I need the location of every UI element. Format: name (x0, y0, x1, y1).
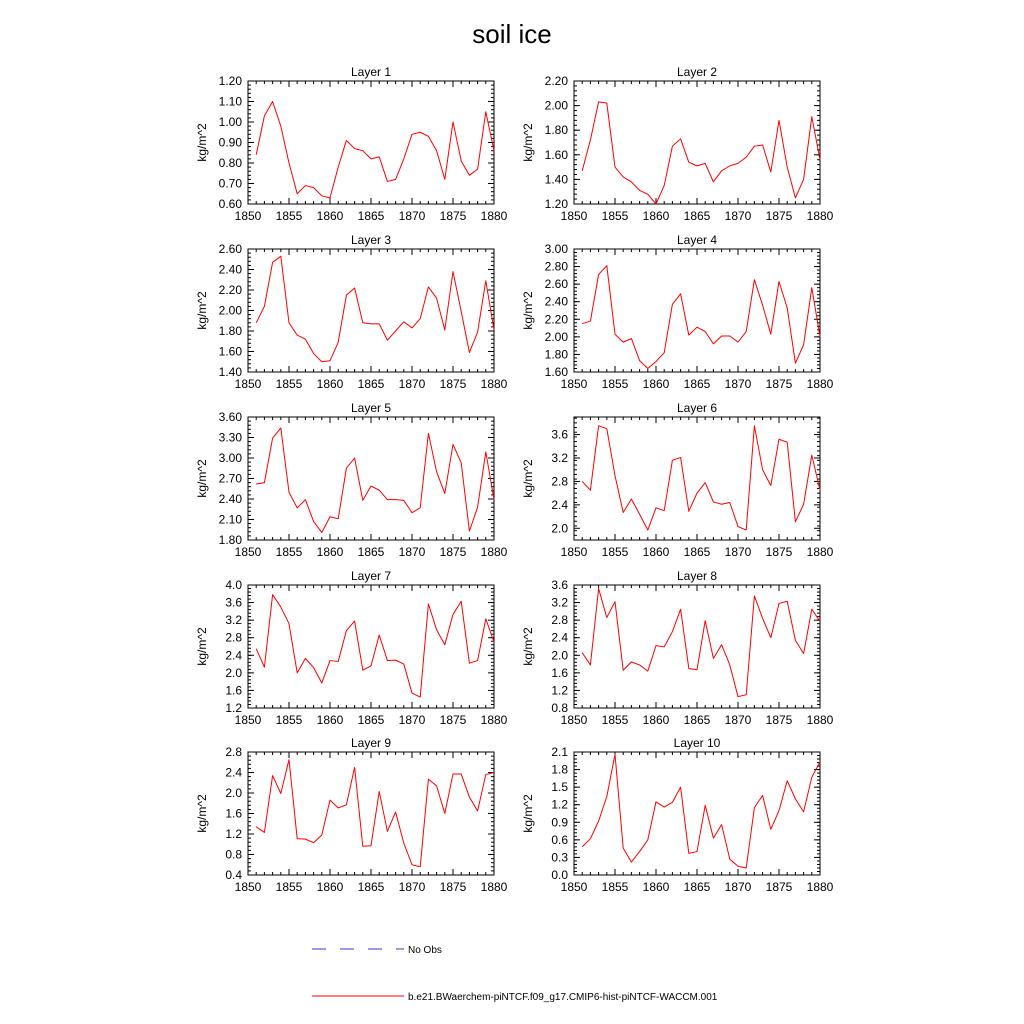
panel-title: Layer 1 (350, 65, 392, 79)
x-tick-label: 1870 (398, 880, 426, 894)
y-tick-label: 1.10 (218, 94, 242, 109)
x-tick-label: 1875 (439, 209, 467, 223)
x-tick-label: 1870 (724, 713, 752, 727)
chart-panel-layer-9 (195, 736, 508, 894)
x-tick-label: 1880 (806, 209, 834, 223)
plot-frame (574, 417, 820, 540)
x-tick-label: 1860 (642, 545, 670, 559)
y-tick-label: 0.8 (551, 701, 568, 715)
x-tick-label: 1875 (439, 713, 467, 727)
x-tick-label: 1880 (480, 880, 508, 894)
legend (312, 945, 718, 1003)
y-tick-label: 1.80 (544, 347, 568, 362)
y-tick-label: 1.60 (218, 344, 242, 359)
y-tick-label: 0.3 (551, 850, 568, 865)
y-tick-label: 0.70 (218, 176, 242, 191)
y-tick-label: 1.60 (544, 147, 568, 162)
x-tick-label: 1865 (357, 880, 385, 894)
y-tick-label: 1.6 (225, 683, 242, 698)
y-tick-label: 2.40 (544, 294, 568, 309)
series-line-model (582, 102, 820, 204)
x-tick-label: 1865 (683, 209, 711, 223)
y-tick-label: 3.30 (218, 430, 242, 445)
y-axis-label: kg/m^2 (195, 123, 209, 162)
x-tick-label: 1855 (601, 545, 629, 559)
chart-panel-layer-10 (521, 736, 834, 894)
y-tick-label: 2.60 (218, 242, 242, 256)
y-tick-label: 2.20 (218, 283, 242, 297)
panel-title: Layer 9 (350, 736, 392, 750)
y-tick-label: 2.8 (551, 613, 568, 628)
x-tick-label: 1855 (601, 209, 629, 223)
y-tick-label: 2.4 (551, 630, 568, 645)
y-tick-label: 3.00 (544, 242, 568, 256)
x-tick-label: 1850 (234, 713, 262, 727)
y-tick-label: 1.40 (218, 365, 242, 379)
x-tick-label: 1870 (398, 377, 426, 391)
y-axis-label: kg/m^2 (521, 459, 535, 498)
x-tick-label: 1865 (683, 713, 711, 727)
y-tick-label: 3.6 (551, 578, 568, 592)
panel-title: Layer 10 (673, 736, 721, 750)
y-tick-label: 2.20 (544, 312, 568, 327)
x-tick-label: 1875 (765, 713, 793, 727)
x-tick-label: 1875 (765, 209, 793, 223)
y-tick-label: 2.4 (225, 648, 242, 663)
plot-frame (248, 417, 494, 540)
y-tick-label: 2.8 (551, 474, 568, 489)
x-tick-label: 1880 (806, 377, 834, 391)
chart-panel-layer-8 (521, 569, 834, 727)
y-tick-label: 1.20 (218, 74, 242, 88)
chart-panel-layer-2 (521, 65, 834, 223)
x-tick-label: 1860 (642, 880, 670, 894)
x-tick-label: 1850 (560, 209, 588, 223)
y-tick-label: 1.80 (544, 123, 568, 138)
y-tick-label: 2.4 (225, 765, 242, 780)
y-tick-label: 1.80 (218, 533, 242, 547)
chart-panel-layer-1 (195, 65, 508, 223)
x-tick-label: 1865 (357, 209, 385, 223)
x-tick-label: 1880 (480, 377, 508, 391)
plot-frame (248, 752, 494, 875)
x-tick-label: 1870 (724, 209, 752, 223)
y-tick-label: 2.20 (544, 74, 568, 88)
chart-panel-layer-7 (195, 569, 508, 727)
x-tick-label: 1850 (234, 545, 262, 559)
y-tick-label: 0.60 (218, 197, 242, 211)
panel-title: Layer 5 (350, 401, 392, 415)
x-tick-label: 1865 (357, 377, 385, 391)
chart-panel-layer-4 (521, 233, 834, 391)
y-tick-label: 2.4 (551, 497, 568, 512)
series-line-model (256, 760, 494, 867)
y-tick-label: 1.20 (544, 197, 568, 211)
x-tick-label: 1860 (316, 713, 344, 727)
panel-title: Layer 6 (676, 401, 718, 415)
x-tick-label: 1860 (316, 209, 344, 223)
x-tick-label: 1865 (683, 377, 711, 391)
y-tick-label: 2.0 (551, 648, 568, 663)
x-tick-label: 1880 (480, 713, 508, 727)
y-tick-label: 3.2 (551, 595, 568, 610)
y-tick-label: 1.6 (551, 665, 568, 680)
y-tick-label: 3.2 (225, 613, 242, 628)
series-line-model (582, 426, 820, 530)
chart-panel-layer-5 (195, 401, 508, 559)
x-tick-label: 1865 (357, 545, 385, 559)
y-tick-label: 2.00 (544, 98, 568, 113)
y-tick-label: 4.0 (225, 578, 242, 592)
x-tick-label: 1860 (316, 377, 344, 391)
y-tick-label: 0.0 (551, 868, 568, 882)
x-tick-label: 1855 (601, 377, 629, 391)
x-tick-label: 1855 (275, 545, 303, 559)
x-tick-label: 1875 (439, 545, 467, 559)
y-tick-label: 1.80 (218, 324, 242, 338)
x-tick-label: 1855 (275, 713, 303, 727)
panel-title: Layer 2 (676, 65, 718, 79)
y-axis-label: kg/m^2 (195, 291, 209, 330)
x-tick-label: 1860 (316, 545, 344, 559)
x-tick-label: 1850 (560, 880, 588, 894)
y-tick-label: 2.00 (218, 303, 242, 318)
y-tick-label: 3.6 (225, 595, 242, 610)
y-tick-label: 2.0 (225, 786, 242, 800)
panel-title: Layer 8 (676, 569, 718, 583)
x-tick-label: 1870 (398, 209, 426, 223)
y-axis-label: kg/m^2 (195, 794, 209, 833)
x-tick-label: 1860 (642, 713, 670, 727)
panel-title: Layer 3 (350, 233, 392, 247)
y-axis-label: kg/m^2 (521, 794, 535, 833)
y-tick-label: 0.90 (218, 135, 242, 150)
legend-model-label: b.e21.BWaerchem-piNTCF.f09_g17.CMIP6-hist-piNTCF-WACCM.001 (408, 992, 718, 1003)
y-tick-label: 1.8 (551, 762, 568, 777)
plot-frame (574, 752, 820, 875)
y-tick-label: 3.2 (551, 451, 568, 465)
y-tick-label: 2.0 (551, 521, 568, 536)
y-tick-label: 3.60 (218, 410, 242, 424)
series-line-model (582, 754, 820, 868)
y-tick-label: 0.9 (551, 815, 568, 830)
y-tick-label: 1.2 (551, 683, 568, 698)
y-tick-label: 2.8 (225, 630, 242, 645)
panels-grid (195, 65, 834, 894)
figure-title: soil ice (472, 19, 552, 49)
series-line-model (256, 595, 494, 697)
plot-frame (574, 585, 820, 708)
y-tick-label: 1.5 (551, 780, 568, 795)
y-tick-label: 2.10 (218, 512, 242, 527)
x-tick-label: 1855 (275, 209, 303, 223)
y-tick-label: 1.2 (225, 701, 242, 715)
x-tick-label: 1880 (806, 713, 834, 727)
y-tick-label: 2.80 (544, 259, 568, 274)
chart-panel-layer-3 (195, 233, 508, 391)
y-tick-label: 0.6 (551, 832, 568, 847)
y-tick-label: 3.00 (218, 451, 242, 465)
y-tick-label: 0.4 (225, 868, 242, 882)
x-tick-label: 1870 (724, 880, 752, 894)
y-tick-label: 3.6 (551, 427, 568, 442)
x-tick-label: 1865 (683, 545, 711, 559)
x-tick-label: 1870 (398, 545, 426, 559)
series-line-model (582, 266, 820, 369)
series-line-model (582, 589, 820, 697)
plot-frame (248, 249, 494, 372)
y-tick-label: 1.2 (551, 797, 568, 812)
x-tick-label: 1880 (806, 545, 834, 559)
x-tick-label: 1850 (560, 713, 588, 727)
plot-frame (574, 249, 820, 372)
x-tick-label: 1870 (724, 377, 752, 391)
y-tick-label: 0.8 (225, 847, 242, 862)
x-tick-label: 1880 (806, 880, 834, 894)
y-tick-label: 1.60 (544, 365, 568, 379)
chart-panel-layer-6 (521, 401, 834, 559)
series-line-model (256, 428, 494, 533)
x-tick-label: 1865 (683, 880, 711, 894)
y-axis-label: kg/m^2 (195, 459, 209, 498)
x-tick-label: 1850 (234, 209, 262, 223)
x-tick-label: 1880 (480, 209, 508, 223)
x-tick-label: 1850 (234, 880, 262, 894)
x-tick-label: 1850 (560, 545, 588, 559)
y-tick-label: 1.40 (544, 172, 568, 187)
x-tick-label: 1850 (234, 377, 262, 391)
y-tick-label: 2.40 (218, 492, 242, 506)
x-tick-label: 1875 (765, 880, 793, 894)
y-tick-label: 2.00 (544, 329, 568, 344)
x-tick-label: 1875 (439, 377, 467, 391)
x-tick-label: 1870 (398, 713, 426, 727)
y-tick-label: 2.70 (218, 471, 242, 486)
x-tick-label: 1875 (439, 880, 467, 894)
legend-obs-label: No Obs (408, 945, 442, 956)
y-axis-label: kg/m^2 (521, 291, 535, 330)
panel-title: Layer 7 (350, 569, 392, 583)
y-tick-label: 1.2 (225, 827, 242, 841)
y-tick-label: 2.40 (218, 262, 242, 277)
x-tick-label: 1855 (275, 377, 303, 391)
x-tick-label: 1870 (724, 545, 752, 559)
x-tick-label: 1850 (560, 377, 588, 391)
y-tick-label: 0.80 (218, 156, 242, 170)
plot-frame (248, 585, 494, 708)
x-tick-label: 1865 (357, 713, 385, 727)
y-tick-label: 1.6 (225, 806, 242, 821)
x-tick-label: 1880 (480, 545, 508, 559)
y-axis-label: kg/m^2 (195, 627, 209, 666)
y-axis-label: kg/m^2 (521, 123, 535, 162)
x-tick-label: 1855 (601, 713, 629, 727)
x-tick-label: 1855 (275, 880, 303, 894)
x-tick-label: 1860 (316, 880, 344, 894)
x-tick-label: 1860 (642, 209, 670, 223)
y-tick-label: 2.0 (225, 665, 242, 680)
x-tick-label: 1860 (642, 377, 670, 391)
y-tick-label: 2.60 (544, 277, 568, 292)
x-tick-label: 1875 (765, 545, 793, 559)
y-axis-label: kg/m^2 (521, 627, 535, 666)
y-tick-label: 1.00 (218, 115, 242, 129)
x-tick-label: 1855 (601, 880, 629, 894)
x-tick-label: 1875 (765, 377, 793, 391)
series-line-model (256, 256, 494, 362)
y-tick-label: 2.8 (225, 745, 242, 759)
series-line-model (256, 102, 494, 198)
y-tick-label: 2.1 (551, 745, 568, 759)
panel-title: Layer 4 (676, 233, 718, 247)
